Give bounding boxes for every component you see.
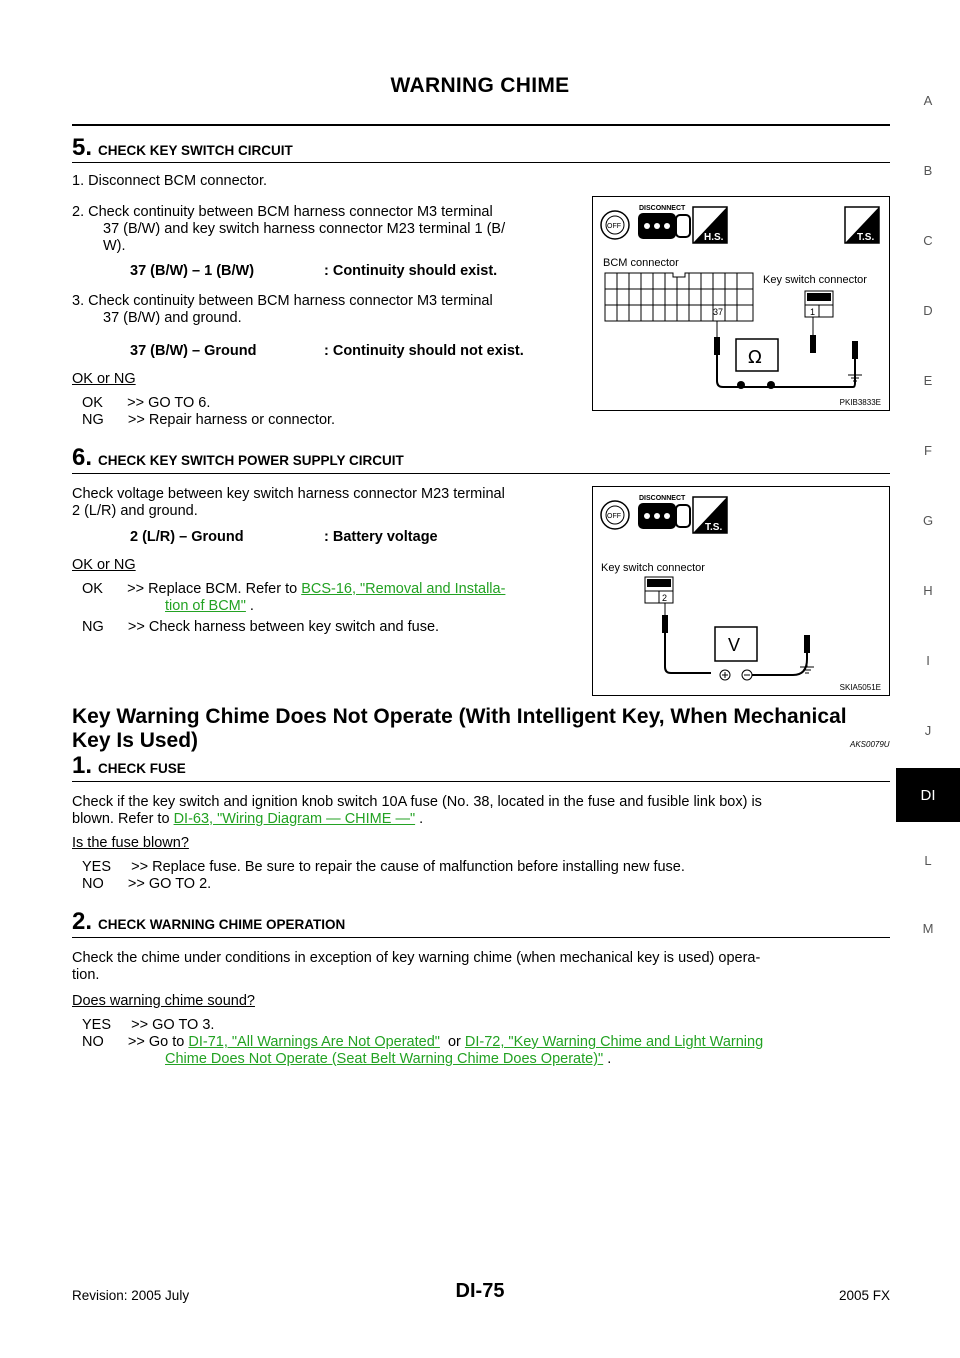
ignition-off-icon [601, 501, 629, 529]
footer-model: 2005 FX [838, 1288, 890, 1303]
bcm-connector-label: BCM connector [603, 257, 679, 269]
key-switch-connector [645, 577, 673, 603]
step5-heading [72, 134, 293, 162]
step1-title: CHECK FUSE [98, 761, 186, 776]
step1-rule [72, 781, 890, 782]
step5-item1: 1. Disconnect BCM connector. [72, 173, 268, 189]
terminal-side-icon [693, 497, 727, 533]
probe-ground [852, 341, 858, 359]
step2-question: Does warning chime sound? [72, 993, 255, 1009]
svg-text:OFF: OFF [607, 513, 621, 520]
svg-text:DISCONNECT: DISCONNECT [639, 495, 686, 502]
step5-spec1-label: 37 (B/W) – 1 (B/W) [130, 263, 255, 279]
bcm-continuity-figure [592, 196, 890, 411]
step6-desc-line1: Check voltage between key switch harness connector M23 terminal [72, 486, 505, 502]
figure1-code: PKIB3833E [839, 398, 881, 407]
di-72-link-part2[interactable]: Chime Does Not Operate (Seat Belt Warning Chime Does Operate)" [165, 1051, 604, 1067]
step6-ok-line [82, 581, 505, 598]
bcs-16-link-part2[interactable]: tion of BCM" [165, 598, 246, 614]
di-72-link-part1[interactable]: DI-72, "Key Warning Chime and Light Warning [464, 1034, 764, 1050]
step5-rule [72, 162, 890, 163]
sidebar-letter-g[interactable]: G [922, 513, 934, 528]
step5-item3-line1: 3. Check continuity between BCM harness connector M3 terminal [72, 293, 493, 309]
terminal-37-label: 37 [713, 307, 724, 317]
bcm-connector [605, 273, 753, 321]
key-switch-connector-label: Key switch connector [601, 562, 705, 574]
sidebar-letter-l[interactable]: L [924, 853, 932, 868]
key-switch-connector-label: Key switch connector [763, 274, 867, 286]
step6-heading [72, 444, 404, 472]
step2-yes-line: YES >> GO TO 3. [82, 1017, 215, 1033]
figure2-code: SKIA5051E [839, 683, 881, 692]
step2-no-mid: or [439, 1034, 465, 1050]
step5-ok-or-ng: OK or NG [72, 371, 136, 387]
step5-item2-line1: 2. Check continuity between BCM harness connector M3 terminal [72, 204, 493, 220]
step1-question: Is the fuse blown? [72, 835, 189, 851]
step5-spec1-value: : Continuity should exist. [324, 263, 498, 279]
step2-number: 2. [72, 908, 93, 935]
step2-title: CHECK WARNING CHIME OPERATION [98, 917, 346, 932]
harness-side-icon [693, 207, 727, 243]
ground-symbol [848, 359, 862, 381]
step2-heading [72, 908, 345, 936]
key-switch-voltage-diagram [593, 487, 889, 695]
step5-spec2-value: : Continuity should not exist. [324, 343, 524, 359]
sidebar-letter-a[interactable]: A [923, 93, 933, 108]
svg-text:OFF: OFF [607, 223, 621, 230]
step2-desc-line1: Check the chime under conditions in exception of key warning chime (when mechanical key is used) opera- [72, 950, 761, 966]
ignition-off-icon [601, 211, 629, 239]
ground-symbol [800, 653, 814, 673]
step5-ok-line: OK >> GO TO 6. [82, 395, 211, 411]
svg-text:V: V [728, 635, 741, 655]
ohmmeter [736, 339, 778, 389]
step5-ng-line: NG >> Repair harness or connector. [82, 412, 336, 428]
footer-page-number: DI-75 [455, 1280, 505, 1302]
sidebar-letter-i[interactable]: I [926, 653, 930, 668]
svg-text:H.S.: H.S. [704, 232, 724, 243]
step1-desc-prefix: blown. Refer to [72, 811, 174, 827]
step6-desc-line2: 2 (L/R) and ground. [72, 503, 198, 519]
page-title: WARNING CHIME [390, 74, 570, 97]
step1-desc-line2 [72, 811, 423, 828]
sidebar-letter-c[interactable]: C [923, 233, 933, 248]
step2-desc-line2: tion. [72, 967, 100, 983]
step2-no-line [82, 1034, 763, 1051]
step6-ok-suffix: . [245, 598, 254, 614]
step1-number: 1. [72, 752, 93, 779]
sidebar-letter-e[interactable]: E [923, 373, 933, 388]
bcm-continuity-diagram [593, 197, 889, 410]
step2-no-suffix: . [603, 1051, 612, 1067]
sidebar-letter-f[interactable]: F [924, 443, 932, 458]
step5-item3-line2: 37 (B/W) and ground. [103, 310, 242, 326]
step6-spec-value: : Battery voltage [324, 529, 438, 545]
sidebar-letter-b[interactable]: B [923, 163, 933, 178]
step6-number: 6. [72, 444, 93, 471]
step1-heading [72, 752, 186, 780]
step2-no-line2 [165, 1051, 611, 1068]
step5-spec2-label: 37 (B/W) – Ground [130, 343, 257, 359]
probe-ground [804, 635, 810, 653]
disconnect-icon [638, 495, 690, 529]
sidebar-letter-h[interactable]: H [923, 583, 933, 598]
step5-item2-line3: W). [103, 238, 126, 254]
step2-no-prefix: NO >> Go to [82, 1034, 189, 1050]
step5-item2-line2: 37 (B/W) and key switch harness connector M23 terminal 1 (B/ [103, 221, 506, 237]
step6-ng-line: NG >> Check harness between key switch and fuse. [82, 619, 440, 635]
step6-rule [72, 473, 890, 474]
disconnect-icon [638, 205, 690, 239]
svg-text:DISCONNECT: DISCONNECT [639, 205, 686, 212]
sidebar-letter-d[interactable]: D [923, 303, 933, 318]
step6-spec-label: 2 (L/R) – Ground [130, 529, 244, 545]
key-switch-voltage-figure [592, 486, 890, 696]
step1-desc-line1: Check if the key switch and ignition knob switch 10A fuse (No. 38, located in the fuse and fusible link box) is [72, 794, 762, 810]
terminal-side-icon [845, 207, 879, 243]
step6-ok-or-ng: OK or NG [72, 557, 136, 573]
step1-yes-line: YES >> Replace fuse. Be sure to repair the cause of malfunction before installing new fuse. [82, 859, 685, 875]
step1-desc-suffix: . [415, 811, 424, 827]
step6-ok-prefix: OK >> Replace BCM. Refer to [82, 581, 302, 597]
svg-text:T.S.: T.S. [705, 522, 723, 533]
step6-ok-line2 [165, 598, 254, 615]
sidebar-letter-j[interactable]: J [924, 723, 932, 738]
step2-rule [72, 937, 890, 938]
voltmeter [715, 627, 757, 680]
step5-title: CHECK KEY SWITCH CIRCUIT [98, 143, 293, 158]
probe-right [810, 317, 816, 353]
sidebar-tab-di[interactable]: DI [896, 768, 960, 822]
section-title-line1: Key Warning Chime Does Not Operate (With Intelligent Key, When Mechanical [72, 705, 847, 728]
terminal-1-label: 1 [810, 307, 816, 317]
section-code: AKS0079U [850, 740, 890, 749]
bcs-16-link-part1[interactable]: BCS-16, "Removal and Installa- [301, 581, 506, 597]
step5-number: 5. [72, 134, 93, 161]
section-title-line2: Key Is Used) [72, 729, 199, 752]
sidebar-letter-m[interactable]: M [922, 921, 934, 936]
probe-left [714, 321, 720, 355]
di-71-link[interactable]: DI-71, "All Warnings Are Not Operated" [188, 1034, 440, 1050]
svg-text:Ω: Ω [748, 347, 762, 368]
step1-no-line: NO >> GO TO 2. [82, 876, 212, 892]
step6-title: CHECK KEY SWITCH POWER SUPPLY CIRCUIT [98, 453, 404, 468]
terminal-2-label: 2 [662, 593, 668, 603]
svg-text:T.S.: T.S. [857, 232, 875, 243]
di-63-link[interactable]: DI-63, "Wiring Diagram — CHIME —" [173, 811, 416, 827]
header-rule [72, 124, 890, 126]
footer-revision: Revision: 2005 July [72, 1288, 190, 1303]
probe-left [662, 603, 668, 633]
